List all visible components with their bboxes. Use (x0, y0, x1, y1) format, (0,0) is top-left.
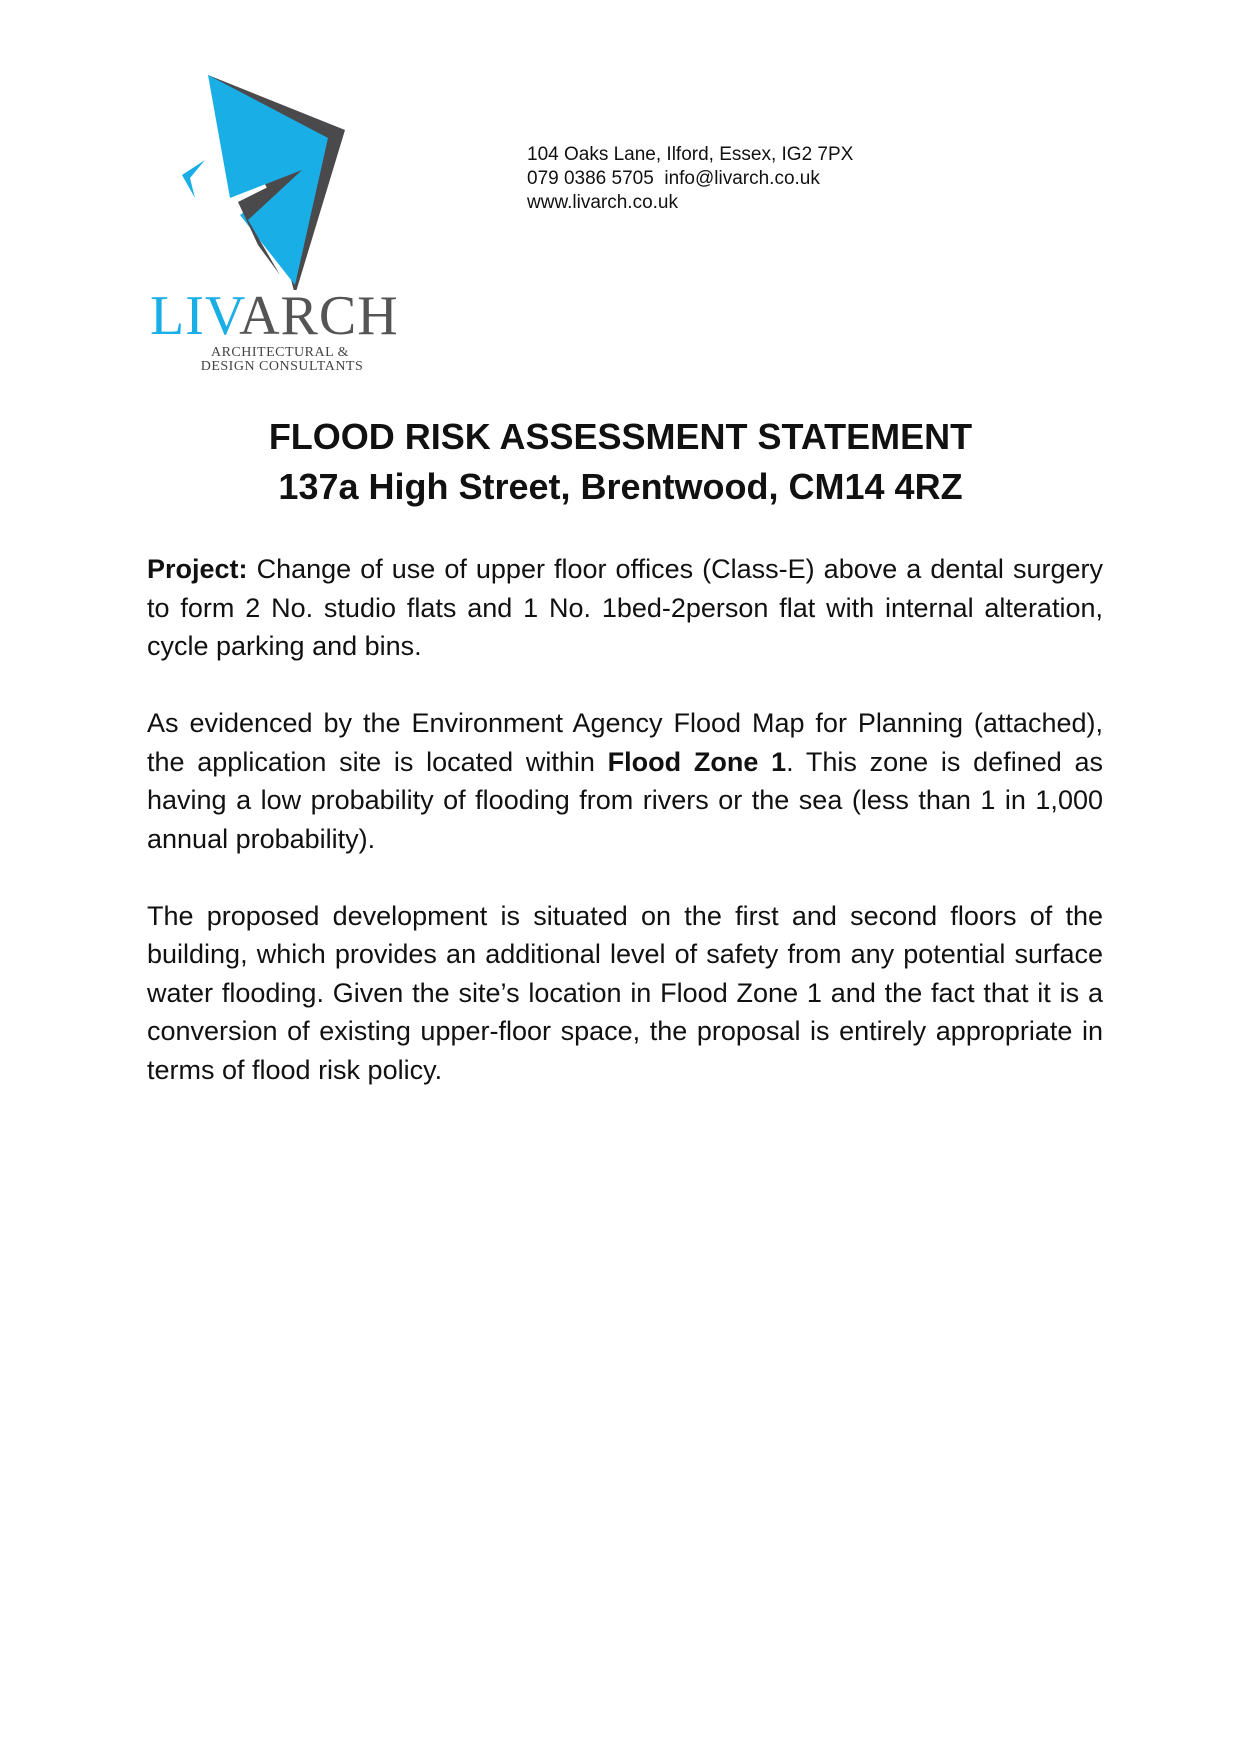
logo-small-shard (182, 160, 205, 198)
logo-tagline-line2: DESIGN CONSULTANTS (200, 359, 364, 374)
contact-phone-email (527, 167, 853, 191)
contact-address: 104 Oaks Lane, Ilford, Essex, IG2 7PX (527, 144, 854, 165)
document-title: FLOOD RISK ASSESSMENT STATEMENT (268, 416, 973, 457)
flood-zone-paragraph (147, 704, 1103, 858)
logo-blue-shard (208, 75, 328, 285)
project-label: Project: (147, 554, 248, 584)
flood-zone-text-start: As evidenced by the Environment Agency Flood Map for Planning (attached), the application site is located within (147, 708, 1103, 777)
flood-zone-label: Flood Zone 1 (607, 746, 787, 777)
document-body (147, 550, 1103, 1128)
company-logo (150, 70, 410, 380)
logo-wordmark (150, 285, 410, 347)
contact-phone: 079 0386 5705 (527, 168, 654, 189)
logo-tagline-line1: ARCHITECTURAL & (210, 345, 350, 360)
logo-mark-graphic (150, 70, 410, 290)
logo-wordmark-liv: LIV (150, 285, 240, 347)
logo-wordmark-arch: ARCH (239, 285, 399, 347)
development-paragraph: The proposed development is situated on the first and second floors of the building, which provides an additional level of safety from any potential surface water flooding. Given the site’s location in Flood Zone 1 and the fact that it is a conversion of existing upper-floor space, the proposal is entirely appropriate in terms of flood risk policy. (147, 900, 1103, 1085)
project-paragraph (147, 550, 1103, 666)
site-address: 137a High Street, Brentwood, CM14 4RZ (278, 466, 963, 507)
contact-website[interactable]: www.livarch.co.uk (527, 192, 678, 213)
document-heading (0, 412, 1241, 512)
contact-email[interactable]: info@livarch.co.uk (664, 168, 820, 189)
flood-zone-text-end: . This zone is defined as having a low probability of flooding from rivers or the sea (less than 1 in 1,000 annual probability). (147, 746, 1103, 854)
project-description: Change of use of upper floor offices (Class-E) above a dental surgery to form 2 No. studio flats and 1 No. 1bed-2person flat with internal alteration, cycle parking and bins. (147, 554, 1103, 661)
contact-block (527, 143, 853, 215)
